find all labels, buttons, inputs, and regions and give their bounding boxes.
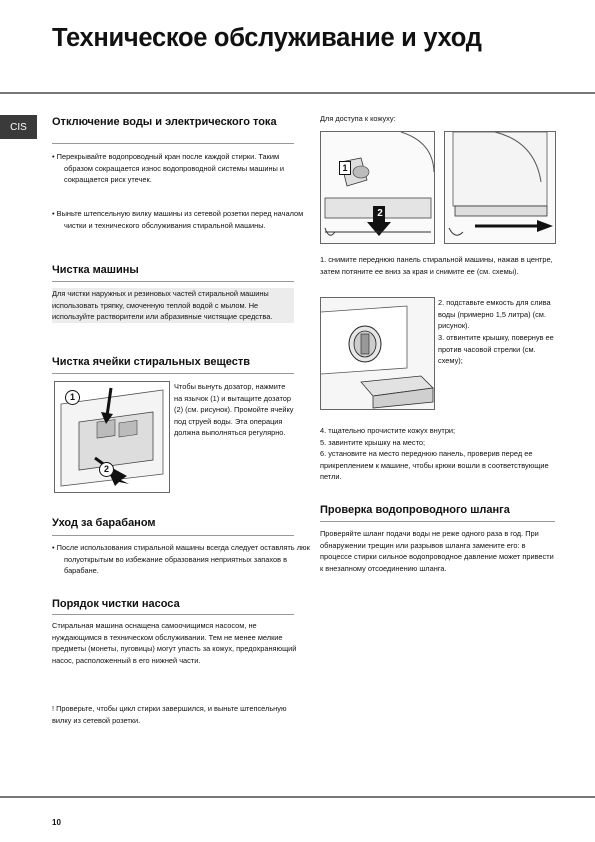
unplug-bullet: • Выньте штепсельную вилку машины из сетевой розетки перед началом чистки и технического обслуживания стиральной машины. <box>52 209 304 230</box>
drum-bullet: • После использования стиральной машины всегда следует оставлять люк полуоткрытым во избежание образования неприятных запахов в барабане. <box>52 543 310 576</box>
section-cleaning-title: Чистка машины <box>52 264 139 276</box>
header-rule <box>0 92 595 94</box>
section-divider <box>52 281 294 282</box>
panel-removal-figure-1 <box>320 131 435 244</box>
section-divider <box>52 614 294 615</box>
section-divider <box>52 143 294 144</box>
page-number: 10 <box>52 818 61 827</box>
access-label: Для доступа к кожуху: <box>320 114 396 123</box>
step-2-text: 2. подставьте емкость для слива воды (примерно 1,5 литра) (см. рисунок). <box>438 298 551 331</box>
step-2-label: 2 <box>377 208 383 219</box>
section-hose-title: Проверка водопроводного шланга <box>320 504 510 516</box>
cleaning-text: Для чистки наружных и резиновых частей стиральной машины использовать тряпку, смоченную теплой водой с мылом. Не используйте растворители или абразивные чистящие средства. <box>52 288 294 323</box>
page-title: Техническое обслуживание и уход <box>52 24 482 52</box>
section-dispenser-title: Чистка ячейки стиральных веществ <box>52 356 251 368</box>
section-divider <box>320 521 555 522</box>
section-drum-title: Уход за барабаном <box>52 517 156 529</box>
step-1-text: 1. снимите переднюю панель стиральной машины, нажав в центре, затем потяните ее вниз за края и снимите ее (см. схемы). <box>320 255 553 276</box>
callout-1: 1 <box>65 390 80 405</box>
step-1-label: 1 <box>339 161 351 175</box>
water-off-bullet: • Перекрывайте водопроводный кран после каждой стирки. Таким образом сокращается износ водопроводной системы машины и сокращается риск утечек. <box>52 152 285 185</box>
panel-removal-figure-2 <box>444 131 556 244</box>
language-tab: CIS <box>0 115 37 139</box>
section-divider <box>52 373 294 374</box>
dispenser-text: Чтобы вынуть дозатор, нажмите на язычок (1) и вытащите дозатор (2) (см. рисунок). Промойте ячейку под струей воды. Эта операция должна выполняться регулярно. <box>174 382 294 438</box>
step-3-text: 3. отвинтите крышку, повернув ее против часовой стрелки (см. схему); <box>438 333 554 366</box>
callout-2: 2 <box>99 462 114 477</box>
section-water-power-title: Отключение воды и электрического тока <box>52 116 277 128</box>
step-6-text: 6. установите на место переднюю панель, проверив перед ее прикреплением к машине, чтобы крюки вошли в соответствующие петли. <box>320 449 549 482</box>
step-4-text: 4. тщательно прочистите кожух внутри; <box>320 426 456 435</box>
hose-text: Проверяйте шланг подачи воды не реже одного раза в год. При обнаружении трещин или разрывов шланга замените его: в процессе стирки сильное водопроводное давление может привести к внезапному отсоединению шланга. <box>320 529 554 573</box>
pump-cover-figure <box>320 297 435 410</box>
pump-text: Стиральная машина оснащена самоочищимся насосом, не нуждающимся в техническом обслуживании. Тем не менее мелкие предметы (монеты, пуговицы) могут упасть за кожух, предохраняющий насос, расположенный в его нижней части. <box>52 621 297 665</box>
section-pump-title: Порядок чистки насоса <box>52 598 180 610</box>
pump-warning: ! Проверьте, чтобы цикл стирки завершился, и выньте штепсельную вилку из сетевой розетки. <box>52 704 287 725</box>
step-5-text: 5. завинтите крышку на место; <box>320 438 426 447</box>
dispenser-figure <box>54 381 170 493</box>
section-divider <box>52 535 294 536</box>
footer-rule <box>0 796 595 798</box>
